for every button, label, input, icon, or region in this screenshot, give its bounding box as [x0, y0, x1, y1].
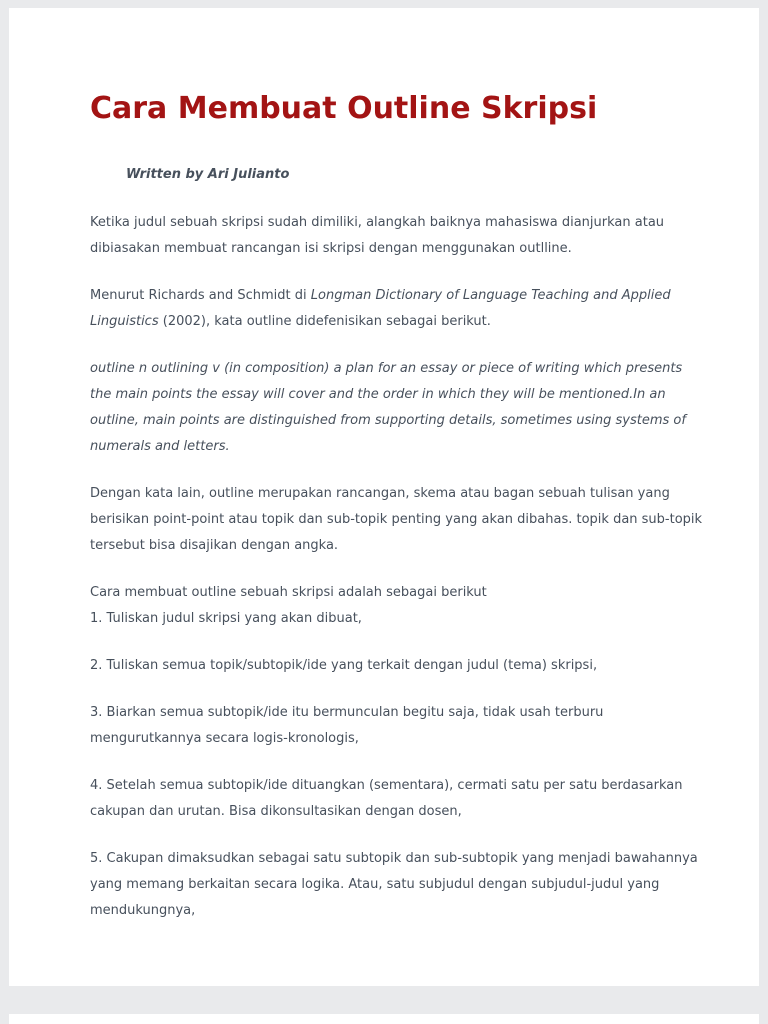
step-2: 2. Tuliskan semua topik/subtopik/ide yang terkait dengan judul (tema) skripsi,: [90, 658, 598, 673]
paragraph-explanation: Dengan kata lain, outline merupakan rancangan, skema atau bagan sebuah tulisan yang berisikan point-point atau topik dan sub-topik penting yang akan dibahas. topik dan sub-topik tersebut bisa disajikan dengan angka.: [90, 486, 703, 553]
step-3: 3. Biarkan semua subtopik/ide itu bermunculan begitu saja, tidak usah terburu mengurutkannya secara logis-kronologis,: [90, 705, 604, 746]
definition-source-text-1: Menurut Richards and Schmidt di: [90, 288, 311, 303]
steps-intro-line: Cara membuat outline sebuah skripsi adalah sebagai berikut: [90, 585, 487, 600]
document-title: Cara Membuat Outline Skripsi: [90, 91, 598, 126]
byline: Written by Ari Julianto: [126, 167, 290, 182]
document-page-1: [9, 8, 759, 986]
paragraph-intro: Ketika judul sebuah skripsi sudah dimiliki, alangkah baiknya mahasiswa dianjurkan atau dibiasakan membuat rancangan isi skripsi dengan menggunakan outlline.: [90, 215, 665, 256]
document-page-2-edge: [9, 1014, 759, 1024]
paragraph-outline-definition: outline n outlining v (in composition) a plan for an essay or piece of writing which presents the main points the essay will cover and the order in which they will be mentioned.In an outline, main points are distinguished from supporting details, sometimes using systems of numerals and letters.: [90, 361, 686, 454]
definition-source-text-2: (2002), kata outline didefenisikan sebagai berikut.: [158, 314, 491, 329]
step-1: 1. Tuliskan judul skripsi yang akan dibuat,: [90, 611, 362, 626]
step-5: 5. Cakupan dimaksudkan sebagai satu subtopik dan sub-subtopik yang menjadi bawahannya yang memang berkaitan secara logika. Atau, satu subjudul dengan subjudul-judul yang mendukungnya,: [90, 851, 698, 918]
paragraph-steps-intro: [90, 580, 707, 632]
page-content: [9, 8, 759, 924]
paragraph-definition-source: [90, 283, 707, 335]
step-4: 4. Setelah semua subtopik/ide dituangkan (sementara), cermati satu per satu berdasarkan cakupan dan urutan. Bisa dikonsultasikan dengan dosen,: [90, 778, 683, 819]
dictionary-title-italic: Longman Dictionary of Language Teaching and Applied Linguistics: [90, 288, 671, 329]
